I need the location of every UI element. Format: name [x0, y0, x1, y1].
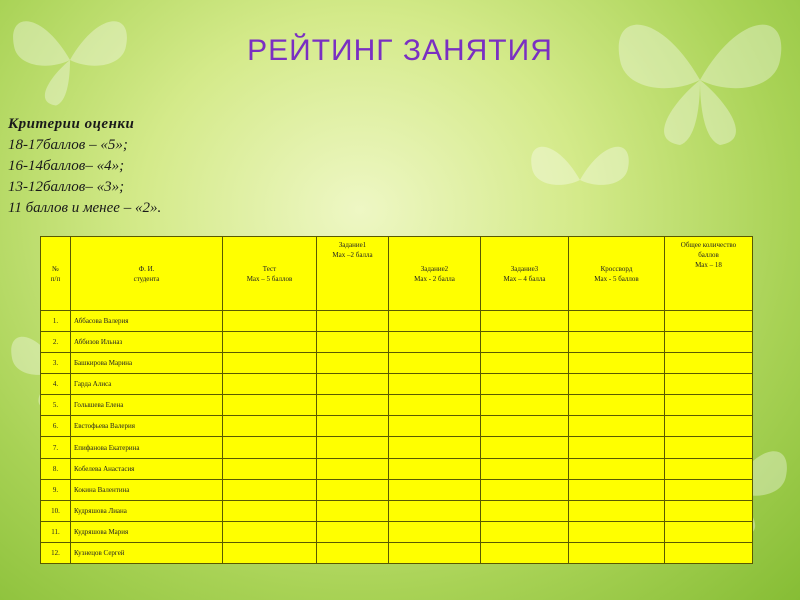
page-title: РЕЙТИНГ ЗАНЯТИЯ	[247, 34, 553, 67]
table-row	[41, 353, 753, 374]
table-row	[41, 416, 753, 437]
score-cell-test	[223, 353, 317, 374]
table-row	[41, 311, 753, 332]
score-cell-crossword	[569, 479, 665, 500]
col-header-name: Ф. И. студента	[71, 237, 223, 311]
score-cell-task2	[389, 542, 481, 563]
score-cell-test	[223, 521, 317, 542]
score-cell-task3	[481, 458, 569, 479]
col-header-task1: Задание1 Мах –2 балла	[317, 237, 389, 311]
score-cell-task3	[481, 500, 569, 521]
row-number: 1.	[41, 311, 71, 332]
score-cell-task1	[317, 395, 389, 416]
score-cell-total	[665, 416, 753, 437]
score-cell-task1	[317, 416, 389, 437]
score-cell-task3	[481, 437, 569, 458]
student-name: Аббизов Ильназ	[71, 332, 223, 353]
score-cell-task1	[317, 374, 389, 395]
table-row	[41, 479, 753, 500]
score-cell-task1	[317, 353, 389, 374]
table-row	[41, 521, 753, 542]
row-number: 7.	[41, 437, 71, 458]
score-cell-test	[223, 500, 317, 521]
score-cell-test	[223, 311, 317, 332]
criteria-heading: Критерии оценки	[8, 116, 135, 132]
grading-criteria	[8, 114, 161, 219]
row-number: 9.	[41, 479, 71, 500]
criteria-line: 11 баллов и менее – «2».	[8, 200, 162, 216]
score-cell-task2	[389, 479, 481, 500]
student-name: Епифанова Екатерина	[71, 437, 223, 458]
score-cell-task3	[481, 353, 569, 374]
student-name: Голышева Елена	[71, 395, 223, 416]
student-name: Кудряшова Мария	[71, 521, 223, 542]
score-cell-total	[665, 500, 753, 521]
row-number: 12.	[41, 542, 71, 563]
score-cell-crossword	[569, 458, 665, 479]
row-number: 5.	[41, 395, 71, 416]
score-cell-crossword	[569, 332, 665, 353]
table-row	[41, 542, 753, 563]
score-cell-total	[665, 542, 753, 563]
table-row	[41, 458, 753, 479]
score-cell-test	[223, 437, 317, 458]
row-number: 10.	[41, 500, 71, 521]
score-cell-crossword	[569, 542, 665, 563]
col-header-total: Общее количество баллов Мах – 18	[665, 237, 753, 311]
score-cell-test	[223, 542, 317, 563]
score-cell-crossword	[569, 521, 665, 542]
col-header-test: Тест Мах – 5 баллов	[223, 237, 317, 311]
criteria-line: 18-17баллов – «5»;	[8, 137, 128, 153]
table-row	[41, 437, 753, 458]
score-cell-task3	[481, 332, 569, 353]
score-cell-crossword	[569, 374, 665, 395]
score-cell-total	[665, 479, 753, 500]
score-cell-task1	[317, 521, 389, 542]
col-header-crossword: Кроссворд Мах - 5 баллов	[569, 237, 665, 311]
row-number: 2.	[41, 332, 71, 353]
score-cell-task2	[389, 458, 481, 479]
butterfly-icon	[520, 130, 640, 230]
row-number: 3.	[41, 353, 71, 374]
score-cell-total	[665, 311, 753, 332]
table-row	[41, 395, 753, 416]
score-cell-total	[665, 353, 753, 374]
score-cell-task3	[481, 395, 569, 416]
score-cell-total	[665, 521, 753, 542]
score-cell-task3	[481, 416, 569, 437]
score-cell-crossword	[569, 437, 665, 458]
score-cell-task1	[317, 458, 389, 479]
score-cell-total	[665, 395, 753, 416]
score-cell-task1	[317, 500, 389, 521]
score-cell-total	[665, 437, 753, 458]
score-cell-task2	[389, 353, 481, 374]
row-number: 6.	[41, 416, 71, 437]
score-cell-total	[665, 332, 753, 353]
score-cell-crossword	[569, 353, 665, 374]
score-cell-test	[223, 374, 317, 395]
student-name: Гарда Алиса	[71, 374, 223, 395]
score-cell-task2	[389, 500, 481, 521]
table-row	[41, 332, 753, 353]
score-cell-task3	[481, 521, 569, 542]
score-cell-task3	[481, 311, 569, 332]
col-header-task3: Задание3 Мах – 4 балла	[481, 237, 569, 311]
student-name: Кокина Валентина	[71, 479, 223, 500]
score-cell-total	[665, 458, 753, 479]
score-cell-task3	[481, 542, 569, 563]
score-cell-task1	[317, 437, 389, 458]
score-cell-test	[223, 479, 317, 500]
score-cell-task3	[481, 374, 569, 395]
rating-table	[40, 236, 753, 564]
table-header-row	[41, 237, 753, 311]
score-cell-test	[223, 395, 317, 416]
col-header-num: № п/п	[41, 237, 71, 311]
score-cell-task2	[389, 416, 481, 437]
score-cell-task2	[389, 395, 481, 416]
score-cell-task2	[389, 332, 481, 353]
score-cell-task2	[389, 437, 481, 458]
table-row	[41, 500, 753, 521]
score-cell-test	[223, 416, 317, 437]
score-cell-task2	[389, 374, 481, 395]
score-cell-total	[665, 374, 753, 395]
student-name: Аббасова Валерия	[71, 311, 223, 332]
score-cell-task3	[481, 479, 569, 500]
score-cell-task1	[317, 311, 389, 332]
student-name: Евстофьева Валерия	[71, 416, 223, 437]
score-cell-test	[223, 332, 317, 353]
table-row	[41, 374, 753, 395]
score-cell-crossword	[569, 395, 665, 416]
score-cell-task2	[389, 311, 481, 332]
criteria-line: 16-14баллов– «4»;	[8, 158, 125, 174]
student-name: Кудряшова Лиана	[71, 500, 223, 521]
score-cell-task1	[317, 479, 389, 500]
score-cell-crossword	[569, 500, 665, 521]
score-cell-task1	[317, 542, 389, 563]
score-cell-task2	[389, 521, 481, 542]
row-number: 4.	[41, 374, 71, 395]
row-number: 11.	[41, 521, 71, 542]
student-name: Башкирова Марина	[71, 353, 223, 374]
score-cell-task1	[317, 332, 389, 353]
col-header-task2: Задание2 Мах - 2 балла	[389, 237, 481, 311]
student-name: Кобелева Анастасия	[71, 458, 223, 479]
score-cell-crossword	[569, 416, 665, 437]
student-name: Кузнецов Сергей	[71, 542, 223, 563]
score-cell-crossword	[569, 311, 665, 332]
score-cell-test	[223, 458, 317, 479]
row-number: 8.	[41, 458, 71, 479]
criteria-line: 13-12баллов– «3»;	[8, 179, 125, 195]
